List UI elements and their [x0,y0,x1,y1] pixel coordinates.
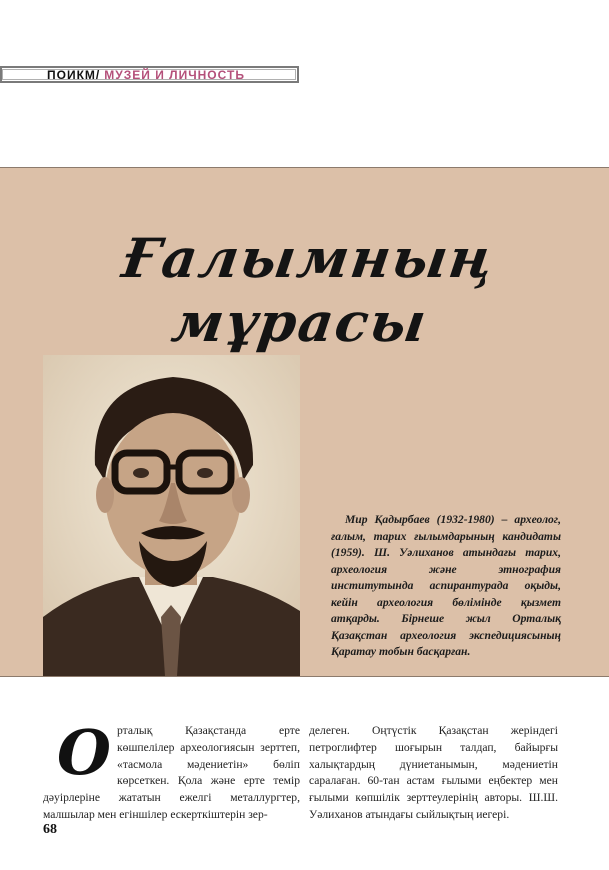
section-name: ПОИКМ/ [47,67,101,82]
drop-cap: О [57,716,112,789]
photo-caption: Мир Қадырбаев (1932-1980) – археолог, ғалым, тарих ғылымдарының кандидаты (1959). Ш. Уәлиханов атындағы тарих, археология және этнография институтында аспирантурада оқыды, кейін археология бөлімінде қызмет атқарды. Бірнеше жыл Орталық Қазақстан археология экспедициясының Қаратау тобын басқарған. [331,513,561,658]
body-column-left [43,716,300,824]
body-text-left: рталық Қазақстанда ерте көшпелілер археологиясын зерттеп, «тасмола мәдениетін» бөліп көрсеткен. Қола және ерте темір дәуірлеріне жататын ежелгі металлургтер, малшылар мен егіншілер ескерткіштерін зер- [43,724,300,821]
article-title: Ғалымның мұрасы [118,226,500,354]
portrait-illustration [43,355,300,676]
section-header-inner [2,69,296,80]
rubric-name: МУЗЕЙ И ЛИЧНОСТЬ [104,67,245,82]
portrait-photo [43,355,300,676]
section-header [0,66,299,83]
body-text-right: делеген. Оңтүстік Қазақстан жеріндегі петроглифтер шоғырын талдап, байырғы халықтардың дүниетанымын, мәдениетін саралаған. 60-тан астам ғылыми еңбектер мен ғылыми көпшілік зерттеулерінің авторы. Ш.Ш. Уәлиханов атындағы сыйлықтың иегері. [309,724,558,821]
body-column-right [309,723,558,824]
page-number: 68 [43,822,57,837]
